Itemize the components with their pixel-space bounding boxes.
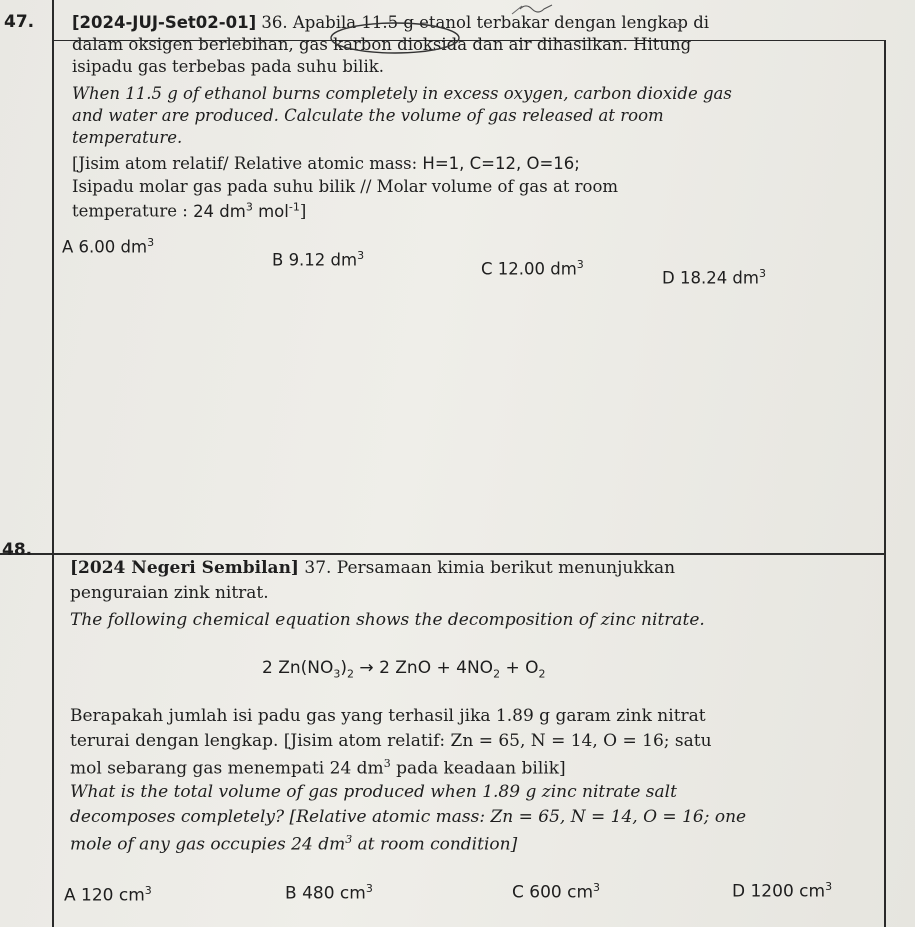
hand-scribble-annotation bbox=[520, 5, 552, 12]
q48-option-d-sup: 3 bbox=[825, 880, 833, 893]
q48-malay-line-1 bbox=[70, 560, 675, 577]
q47-option-d-text: D 18.24 dm bbox=[662, 268, 759, 288]
q48-english-line-3: decomposes completely? [Relative atomic mass: Zn = 65, N = 14, O = 16; one bbox=[70, 807, 747, 827]
q48-option-c-text: C 600 cm bbox=[512, 882, 594, 903]
q48-malay-text-1: 37. Persamaan kimia berikut menunjukkan bbox=[298, 558, 676, 578]
q48-english-line-4-a: mole of any gas occupies 24 dm bbox=[70, 834, 346, 855]
q47-option-b-sup: 3 bbox=[357, 249, 365, 262]
q47-option-b[interactable] bbox=[272, 249, 364, 270]
q48-option-d[interactable] bbox=[732, 880, 832, 902]
equation-paren: ) bbox=[340, 658, 348, 678]
q47-option-d-sup: 3 bbox=[758, 267, 766, 280]
q47-molar-volume bbox=[193, 202, 300, 221]
q47-molar-volume-sup2: -1 bbox=[288, 200, 300, 213]
q47-info-temp-label: temperature : bbox=[72, 201, 194, 221]
equation-sub-4: 2 bbox=[538, 667, 546, 681]
q47-english-line-2: and water are produced. Calculate the volume of gas released at room bbox=[72, 106, 664, 125]
q48-option-c-sup: 3 bbox=[593, 881, 601, 894]
q47-malay-line-1 bbox=[72, 15, 709, 32]
right-border bbox=[884, 40, 886, 927]
q48-option-b-sup: 3 bbox=[365, 882, 373, 895]
question-number-48: 48. bbox=[2, 540, 33, 560]
q47-info-close: ] bbox=[299, 201, 307, 221]
q48-malay-line-3: Berapakah jumlah isi padu gas yang terhasil jika 1.89 g garam zink nitrat bbox=[70, 706, 706, 726]
q47-source-tag: [2024-JUJ-Set02-01] bbox=[72, 13, 257, 32]
row-divider bbox=[0, 553, 885, 555]
q47-option-c[interactable] bbox=[481, 258, 584, 279]
q48-option-b-text: B 480 cm bbox=[285, 883, 366, 904]
q47-atomic-masses: H=1, C=12, O=16; bbox=[422, 154, 580, 173]
q47-english-line-3: temperature. bbox=[72, 128, 183, 147]
equation-sub-2: 2 bbox=[347, 667, 355, 681]
q48-option-b[interactable] bbox=[285, 882, 373, 904]
q48-english-line-2: What is the total volume of gas produced when 1.89 g zinc nitrate salt bbox=[70, 782, 677, 802]
q48-english-line-4 bbox=[70, 834, 517, 854]
equation-sub-3: 2 bbox=[493, 667, 501, 681]
q48-option-a[interactable] bbox=[64, 884, 152, 906]
q47-molar-volume-value: 24 dm bbox=[193, 201, 246, 221]
q48-option-d-text: D 1200 cm bbox=[732, 881, 826, 902]
q48-malay-line-5-a: mol sebarang gas menempati 24 dm bbox=[70, 758, 384, 779]
equation-oxygen: + O bbox=[500, 658, 539, 678]
decomposition-equation bbox=[262, 658, 546, 680]
q48-source-tag: [2024 Negeri Sembilan] bbox=[70, 558, 299, 578]
left-column-border bbox=[52, 0, 54, 927]
equation-products: → 2 ZnO + 4NO bbox=[354, 658, 494, 678]
equation-sub-1: 3 bbox=[333, 667, 341, 681]
q47-option-b-text: B 9.12 dm bbox=[272, 250, 358, 270]
q47-malay-line-3: isipadu gas terbebas pada suhu bilik. bbox=[72, 57, 384, 76]
q48-malay-line-2: penguraian zink nitrat. bbox=[70, 583, 269, 603]
q47-option-a-text: A 6.00 dm bbox=[62, 237, 148, 257]
q48-malay-line-5-b: pada keadaan bilik] bbox=[390, 758, 566, 779]
q48-english-line-4-b: at room condition] bbox=[352, 834, 518, 855]
question-number-47: 47. bbox=[4, 12, 35, 32]
q48-malay-line-5-sup: 3 bbox=[383, 757, 391, 770]
q48-malay-line-5 bbox=[70, 758, 566, 778]
q47-option-c-text: C 12.00 dm bbox=[481, 259, 577, 279]
q47-malay-text-1: 36. Apabila 11.5 g etanol terbakar dengan lengkap di bbox=[256, 13, 710, 32]
q47-option-a-sup: 3 bbox=[147, 236, 155, 249]
q47-info-line-3 bbox=[72, 201, 306, 220]
q48-english-line-4-sup: 3 bbox=[345, 833, 353, 846]
q48-malay-line-4: terurai dengan lengkap. [Jisim atom relatif: Zn = 65, N = 14, O = 16; satu bbox=[70, 731, 712, 751]
q48-option-a-text: A 120 cm bbox=[64, 885, 145, 906]
q47-malay-line-2: dalam oksigen berlebihan, gas karbon dioksida dan air dihasilkan. Hitung bbox=[72, 35, 692, 54]
q47-option-a[interactable] bbox=[62, 236, 154, 257]
q47-molar-volume-sup: 3 bbox=[245, 200, 253, 213]
q48-english-line-1: The following chemical equation shows the decomposition of zinc nitrate. bbox=[70, 610, 705, 630]
q47-option-c-sup: 3 bbox=[576, 258, 584, 271]
q47-info-line-1 bbox=[72, 156, 580, 173]
q48-option-a-sup: 3 bbox=[144, 884, 152, 897]
q47-molar-volume-unit: mol bbox=[252, 201, 289, 221]
q47-info-line-2: Isipadu molar gas pada suhu bilik // Molar volume of gas at room bbox=[72, 177, 619, 196]
q47-english-line-1: When 11.5 g of ethanol burns completely in excess oxygen, carbon dioxide gas bbox=[72, 84, 732, 103]
equation-reactant: 2 Zn(NO bbox=[262, 658, 334, 678]
q47-info-label: [Jisim atom relatif/ Relative atomic mass: bbox=[72, 154, 423, 173]
q47-option-d[interactable] bbox=[662, 267, 766, 288]
q48-option-c[interactable] bbox=[512, 881, 600, 903]
